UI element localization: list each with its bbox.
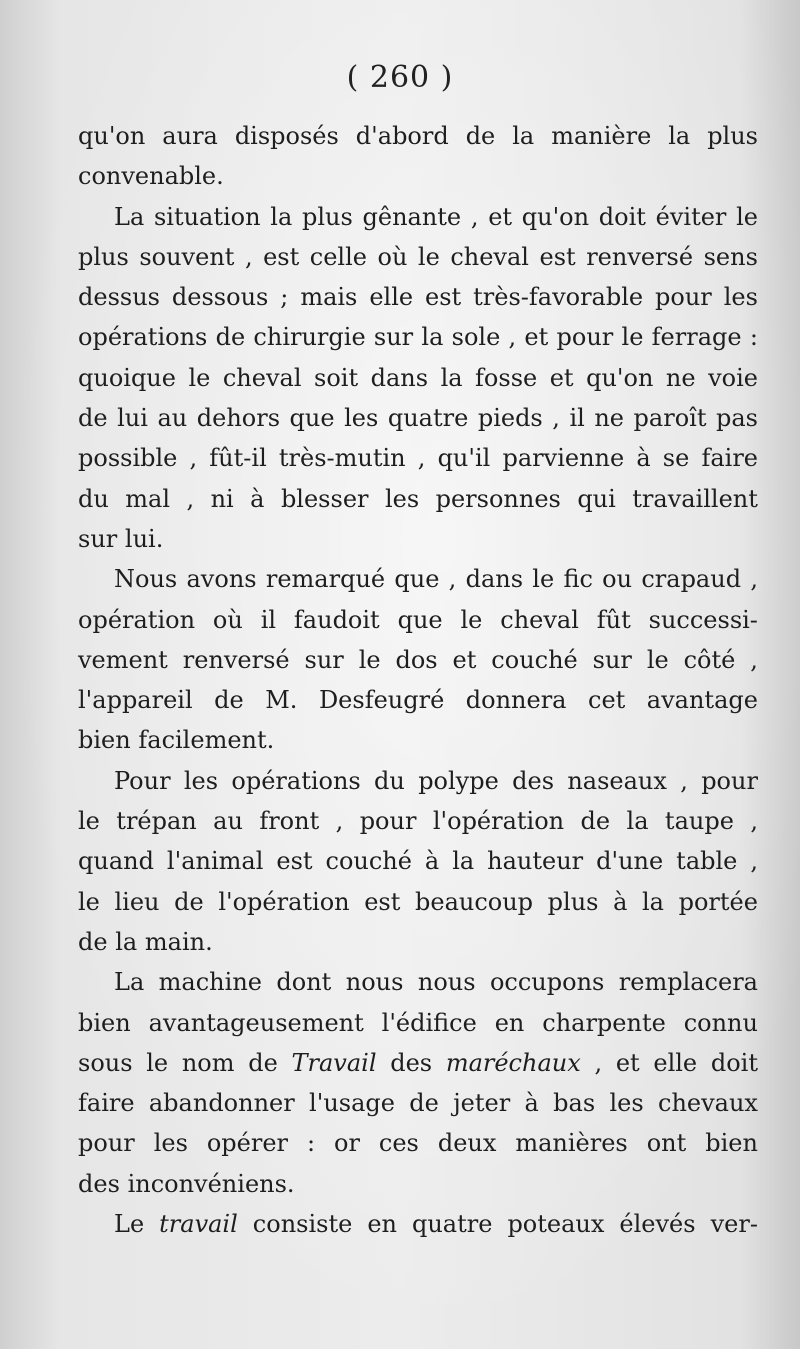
text-line [78,1123,758,1163]
word: hauteur [487,847,584,876]
word: le [146,1048,169,1077]
word: crapaud [641,565,742,594]
text-line [78,559,758,599]
word: des [390,1048,433,1077]
text-line [78,1003,758,1043]
word: donnera [465,686,567,715]
word: avantage [646,686,758,715]
word: remarqué [265,565,386,594]
word: le [78,807,100,836]
word: la [512,122,535,150]
word: sur [592,645,632,674]
word: , [750,807,758,836]
word: la [642,887,664,916]
word: la [452,847,475,876]
word: convenable. [78,162,224,191]
word: la [115,927,138,956]
word: au [157,404,188,433]
word: bas [553,1089,596,1118]
word: en [494,1008,525,1037]
word: à [424,847,440,876]
word: le [358,645,381,674]
word: fût [596,605,631,634]
word: l'usage [309,1089,395,1118]
word: les [384,484,420,513]
word: possible [78,444,178,473]
word: gênante [362,202,462,231]
word: dessous [171,283,269,312]
word: est [425,283,462,312]
word: table [676,847,738,876]
word: pour [359,807,417,836]
word: à [613,887,628,916]
word: souvent [139,242,235,271]
text-line [78,277,758,317]
word: , [186,484,195,513]
text-line [78,398,758,438]
word: élevés [619,1210,696,1239]
word: travaillent [632,484,758,513]
word: inconvéniens. [127,1169,295,1198]
word: front [259,807,320,836]
word: Desfeugré [318,686,445,715]
word: chirurgie [253,323,366,352]
word: blesser [280,484,369,513]
word: de [78,404,108,433]
word: , [594,1048,603,1077]
word: pieds [477,404,543,433]
word: des [78,1169,120,1198]
text-line [78,882,758,922]
text-line [78,116,758,156]
word: plus [301,202,353,231]
word: quatre [387,404,469,433]
word: du [78,484,109,513]
word: consiste [252,1210,353,1239]
word: cheval [450,242,529,271]
word: , [244,242,253,271]
word: bien [78,1008,131,1037]
word: naseaux [567,766,667,795]
word: sous [78,1048,133,1077]
word: M. [265,686,298,715]
word: qu'il [437,444,491,473]
word: opération [78,605,196,634]
word: au [213,807,243,836]
text-line [78,1043,758,1083]
word: La [114,202,145,231]
word: chevaux [658,1089,758,1118]
text-line [78,156,758,196]
word: couché [491,645,578,674]
word: mal [125,484,171,513]
word: l'appareil [78,686,193,715]
word: , [750,847,758,876]
word: pour [556,323,614,352]
word: ces [378,1129,419,1158]
word: l'opération [218,887,350,916]
word: la [270,202,293,231]
word: de [214,686,244,715]
text-line [78,358,758,398]
word: polype [418,766,499,795]
word: le [736,202,758,231]
word: abandonner [148,1089,295,1118]
word: qu'on [78,122,146,150]
word: éviter [655,202,727,231]
word: les [183,766,219,795]
word: ne [594,404,625,433]
word: ont [646,1129,687,1158]
word: que [394,565,440,594]
text-line [78,680,758,720]
text-line [78,761,758,801]
word: celle [309,242,367,271]
word: opérer [206,1129,289,1158]
word: et [488,202,513,231]
word: , [335,807,344,836]
text-line [78,922,758,962]
word: le [460,605,483,634]
word: or [334,1129,360,1158]
word: et [549,363,574,392]
word: l'édifice [381,1008,477,1037]
word: l'animal [166,847,264,876]
word: doit [710,1048,758,1077]
word: deux [437,1129,497,1158]
word: qu'on [586,363,654,392]
word: lieu [114,887,160,916]
word: cet [588,686,626,715]
word: opérations [78,323,208,352]
word: renversé [586,242,694,271]
word: faire [701,444,758,473]
text-line [78,801,758,841]
word: dos [395,645,438,674]
word: avons [186,565,257,594]
word: , [189,444,198,473]
word: jeter [453,1089,511,1118]
word: le [188,363,211,392]
word: plus [707,122,758,150]
word: que [289,404,335,433]
word: lui. [124,524,164,553]
word: elle [369,283,414,312]
word: il [569,404,585,433]
word: des [512,766,555,795]
word: le [646,645,669,674]
word: les [609,1089,644,1118]
word: et [524,323,549,352]
word: sens [703,242,758,271]
word: ni [210,484,234,513]
word: les [344,404,379,433]
word: l'opération [432,807,565,836]
word: trépan [116,807,197,836]
word: le [417,242,440,271]
word: à [524,1089,539,1118]
word: main. [144,927,213,956]
word: doit [598,202,646,231]
word: qui [577,484,616,513]
word: ver- [710,1210,758,1239]
word: disposés [234,122,339,150]
word: aura [162,122,218,150]
word: où [212,605,243,634]
word: les [723,283,758,312]
word: quand [78,847,154,876]
word: sur [373,323,414,352]
word: remplacera [618,968,758,997]
word: quatre [411,1210,493,1239]
text-line [78,237,758,277]
word: plus [547,887,599,916]
page-number: ( 260 ) [346,60,454,95]
text-line [78,438,758,478]
word: ferrage [651,323,742,352]
text-line [78,600,758,640]
word: le [532,565,555,594]
word: Le [114,1210,145,1239]
word: : [306,1129,316,1158]
word: occupons [489,968,605,997]
word: bien [705,1129,758,1158]
word: taupe [664,807,734,836]
word: est [364,887,401,916]
word: , [750,565,758,594]
word: faudoit [293,605,380,634]
word: ne [665,363,696,392]
word: Pour [114,766,171,795]
word: sole [451,323,501,352]
word: très-mutin [278,444,406,473]
text-line [78,720,758,760]
word: que [397,605,443,634]
word: : [749,323,758,352]
word: poteaux [507,1210,605,1239]
word: renversé [182,645,290,674]
text-line [78,1083,758,1123]
text-line [78,317,758,357]
body-text [78,116,758,1244]
word: les [153,1129,188,1158]
word: le [78,887,100,916]
word: de [78,927,108,956]
word: pour [78,1129,135,1158]
word: pas [716,404,758,433]
word: plus [78,242,129,271]
word: manières [515,1129,628,1158]
word: nous [345,968,404,997]
word: du [374,766,405,795]
word: facilement. [138,726,275,755]
word: la [668,122,691,150]
word: couché [325,847,412,876]
word: dessus [78,283,160,312]
word: la [440,363,463,392]
word: opérations [231,766,361,795]
word: avantageusement [148,1008,364,1037]
word: de [248,1048,278,1077]
word: La [114,968,145,997]
word: maréchaux [445,1048,581,1077]
word: d'abord [355,122,449,150]
word: fosse [475,363,538,392]
text-line [78,841,758,881]
word: cheval [222,363,302,392]
text-line [78,1164,758,1204]
word: est [276,847,313,876]
word: se [662,444,690,473]
text-line [78,962,758,1002]
word: il [260,605,277,634]
word: soit [314,363,359,392]
word: la [421,323,444,352]
word: de [409,1089,439,1118]
word: mais [300,283,358,312]
word: travail [159,1210,238,1239]
word: et [615,1048,640,1077]
word: nom [181,1048,235,1077]
word: de [580,807,611,836]
word: , [417,444,426,473]
word: cheval [500,605,579,634]
word: vement [78,645,168,674]
word: machine [158,968,262,997]
word: et [452,645,477,674]
word: sur [304,645,344,674]
word: successi- [648,605,758,634]
word: dans [370,363,429,392]
word: qu'on [521,202,590,231]
word: , [680,766,688,795]
word: Nous [114,565,178,594]
word: la [626,807,649,836]
word: situation [153,202,261,231]
word: , [470,202,479,231]
word: nous [417,968,476,997]
word: est [539,242,576,271]
word: dehors [196,404,281,433]
word: lui [117,404,148,433]
word: de [174,887,204,916]
text-line [78,197,758,237]
word: en [367,1210,397,1239]
word: où [377,242,408,271]
word: beaucoup [415,887,534,916]
word: portée [678,887,758,916]
word: bien [78,726,131,755]
text-line [78,1204,758,1244]
word: ou [602,565,633,594]
word: personnes [435,484,561,513]
word: paroît [633,404,707,433]
word: à [250,484,265,513]
word: elle [653,1048,698,1077]
word: , [448,565,457,594]
text-line [78,640,758,680]
word: très-favorable [473,283,644,312]
word: le [621,323,644,352]
word: côté [683,645,736,674]
word: pour [655,283,712,312]
text-line [78,519,758,559]
word: , [552,404,560,433]
word: charpente [542,1008,666,1037]
word: quoique [78,363,176,392]
word: parvienne [502,444,625,473]
word: connu [683,1008,758,1037]
word: de [215,323,246,352]
word: Travail [291,1048,377,1077]
word: ; [280,283,289,312]
word: dont [276,968,332,997]
word: fût-il [209,444,267,473]
word: sur [78,524,118,553]
word: de [465,122,496,150]
word: faire [78,1089,135,1118]
word: , [508,323,517,352]
word: est [263,242,300,271]
word: d'une [596,847,664,876]
word: pour [701,766,758,795]
word: dans [465,565,524,594]
word: à [636,444,651,473]
word: fic [563,565,593,594]
text-line [78,479,758,519]
word: voie [708,363,758,392]
word: , [750,645,758,674]
word: manière [551,122,652,150]
